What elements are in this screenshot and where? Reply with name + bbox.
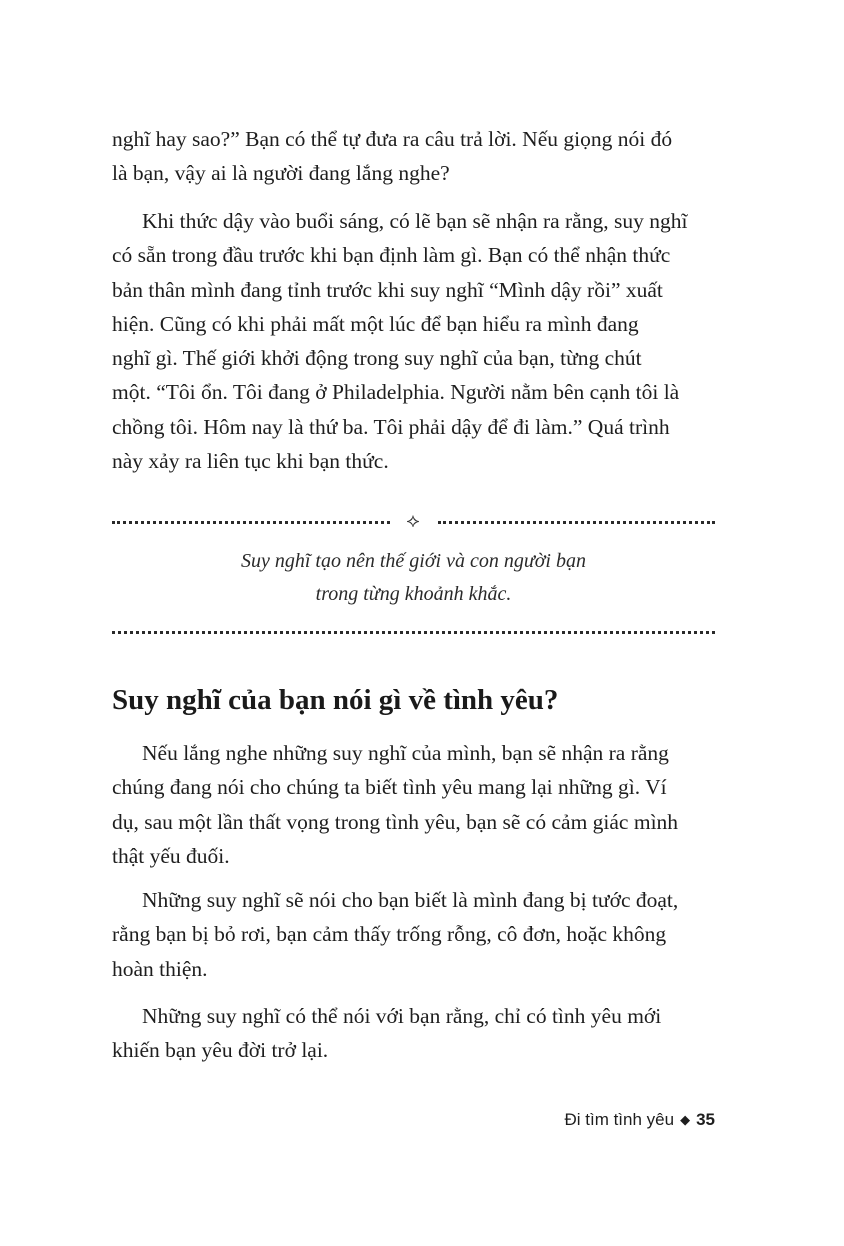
flourish-ornament-icon: ⟡ bbox=[406, 510, 420, 532]
paragraph-deprived: Những suy nghĩ sẽ nói cho bạn biết là mình đang bị tước đoạt, rằng bạn bị bỏ rơi, bạn cảm thấy trống rỗng, cô đơn, hoặc không hoàn thiện. bbox=[112, 888, 679, 981]
section-heading: Suy nghĩ của bạn nói gì về tình yêu? bbox=[112, 684, 559, 716]
page-number: 35 bbox=[696, 1110, 715, 1129]
quote-divider-bottom bbox=[112, 622, 715, 642]
paragraph-listening-thoughts: Nếu lắng nghe những suy nghĩ của mình, bạn sẽ nhận ra rằng chúng đang nói cho chúng ta biết tình yêu mang lại những gì. Ví dụ, sau một lần thất vọng trong tình yêu, bạn sẽ có cảm giác mình thật yếu đuối. bbox=[112, 741, 679, 868]
quote-divider-top bbox=[112, 512, 715, 532]
diamond-separator-icon: ◆ bbox=[680, 1112, 691, 1127]
dotted-rule-right bbox=[438, 521, 715, 524]
paragraph-only-love: Những suy nghĩ có thể nói với bạn rằng, chỉ có tình yêu mới khiến bạn yêu đời trở lại. bbox=[112, 1004, 662, 1063]
dotted-rule-left bbox=[112, 521, 390, 524]
page-footer bbox=[564, 1108, 715, 1133]
dotted-rule bbox=[112, 631, 715, 634]
running-chapter-title: Đi tìm tình yêu bbox=[564, 1110, 675, 1129]
pull-quote: Suy nghĩ tạo nên thế giới và con người bạn trong từng khoảnh khắc. bbox=[241, 550, 586, 605]
paragraph-morning-thoughts: Khi thức dậy vào buổi sáng, có lẽ bạn sẽ nhận ra rằng, suy nghĩ có sẵn trong đầu trước khi bạn định làm gì. Bạn có thể nhận thức bản thân mình đang tỉnh trước khi suy nghĩ “Mình dậy rồi” xuất hiện. Cũng có khi phải mất một lúc để bạn hiểu ra mình đang nghĩ gì. Thế giới khởi động trong suy nghĩ của bạn, từng chút một. “Tôi ổn. Tôi đang ở Philadelphia. Người nằm bên cạnh tôi là chồng tôi. Hôm nay là thứ ba. Tôi phải dậy để đi làm.” Quá trình này xảy ra liên tục khi bạn thức. bbox=[112, 209, 688, 474]
paragraph-continuation: nghĩ hay sao?” Bạn có thể tự đưa ra câu trả lời. Nếu giọng nói đó là bạn, vậy ai là người đang lắng nghe? bbox=[112, 127, 673, 186]
